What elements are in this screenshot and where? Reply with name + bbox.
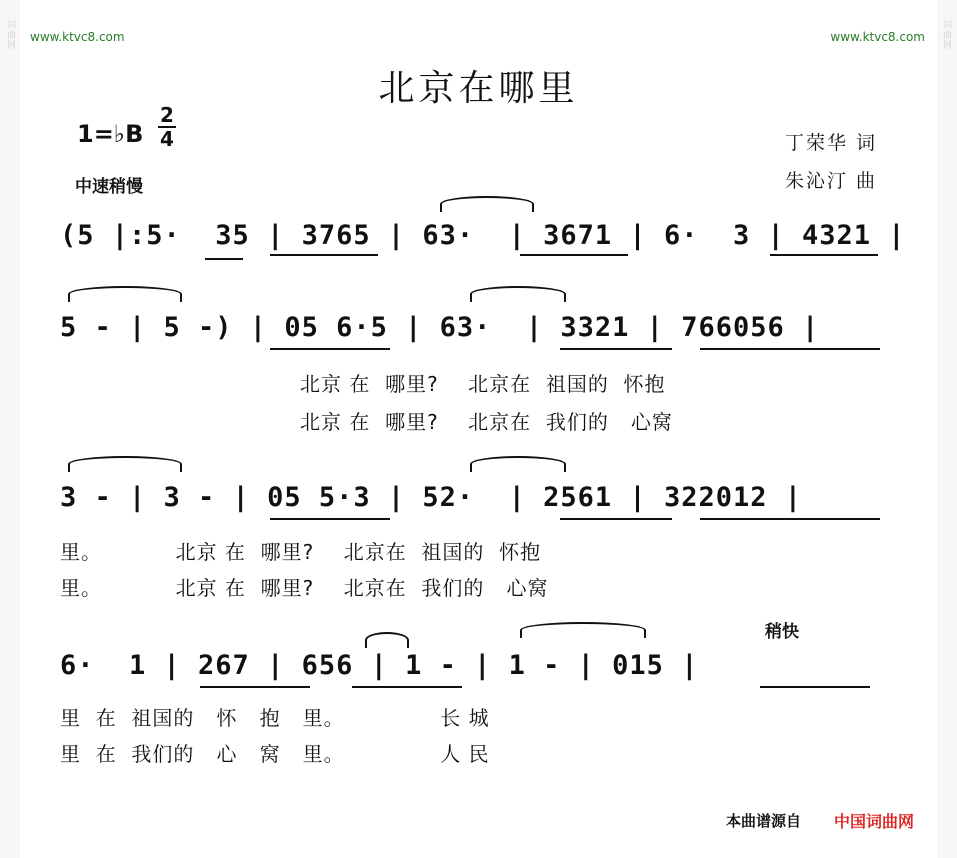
slur-3b	[470, 456, 566, 472]
key-text: 1=♭B	[77, 120, 144, 148]
footer-site-link[interactable]: 中国词曲网	[834, 812, 915, 831]
tempo-marking: 中速稍慢	[75, 177, 143, 197]
lyrics-line-2-verse-2: 北京 在 哪里? 北京在 我们的 心窝	[300, 410, 673, 434]
beam-2a	[270, 348, 390, 350]
beam-1c	[520, 254, 628, 256]
lyrics-line-4-verse-2: 里 在 我们的 心 窝 里。 人 民	[60, 742, 490, 766]
key-signature	[77, 120, 143, 148]
score-line-1: (5 |:5· 35 | 3765 | 63· | 3671 | 6· 3 | 4321 |	[60, 220, 906, 251]
beam-4a	[200, 686, 310, 688]
lyrics-line-2-verse-1: 北京 在 哪里? 北京在 祖国的 怀抱	[300, 372, 666, 396]
slur-4a	[365, 632, 409, 648]
slur-2a	[68, 286, 182, 302]
right-side-watermark: 词曲网	[941, 20, 951, 50]
lyrics-line-3-verse-2: 里。 北京 在 哪里? 北京在 我们的 心窝	[60, 576, 549, 600]
beam-3c	[700, 518, 880, 520]
beam-1d	[770, 254, 878, 256]
footer-source-label: 本曲谱源自	[726, 812, 802, 830]
lyricist-credit: 丁荣华 词	[785, 132, 878, 154]
beam-4c	[760, 686, 870, 688]
score-line-4: 6· 1 | 267 | 656 | 1 - | 1 - | 015 |	[60, 650, 699, 681]
score-line-3: 3 - | 3 - | 05 5·3 | 52· | 2561 | 322012 |	[60, 482, 802, 513]
right-watermark-strip	[937, 0, 957, 858]
header-site-left[interactable]: www.ktvc8.com	[30, 30, 125, 44]
left-side-watermark: 词曲网	[5, 20, 15, 50]
beam-4b	[352, 686, 462, 688]
tempo-change-marking: 稍快	[765, 622, 799, 642]
slur-4b	[520, 622, 646, 638]
slur-3a	[68, 456, 182, 472]
beam-1b	[270, 254, 378, 256]
beam-2c	[700, 348, 880, 350]
lyrics-line-4-verse-1: 里 在 祖国的 怀 抱 里。 长 城	[60, 706, 490, 730]
lyrics-line-3-verse-1: 里。 北京 在 哪里? 北京在 祖国的 怀抱	[60, 540, 542, 564]
left-watermark-strip	[0, 0, 20, 858]
song-title: 北京在哪里	[378, 68, 579, 109]
time-sig-bottom: 4	[160, 127, 174, 151]
composer-credit: 朱沁汀 曲	[785, 170, 878, 192]
score-line-2: 5 - | 5 -) | 05 6·5 | 63· | 3321 | 766056 |	[60, 312, 820, 343]
time-sig-top: 2	[160, 103, 174, 127]
beam-2b	[560, 348, 672, 350]
time-signature	[158, 104, 176, 150]
beam-3a	[270, 518, 390, 520]
slur-2b	[470, 286, 566, 302]
slur-1	[440, 196, 534, 212]
header-site-right[interactable]: www.ktvc8.com	[830, 30, 925, 44]
beam-1a	[205, 258, 243, 260]
beam-3b	[560, 518, 672, 520]
